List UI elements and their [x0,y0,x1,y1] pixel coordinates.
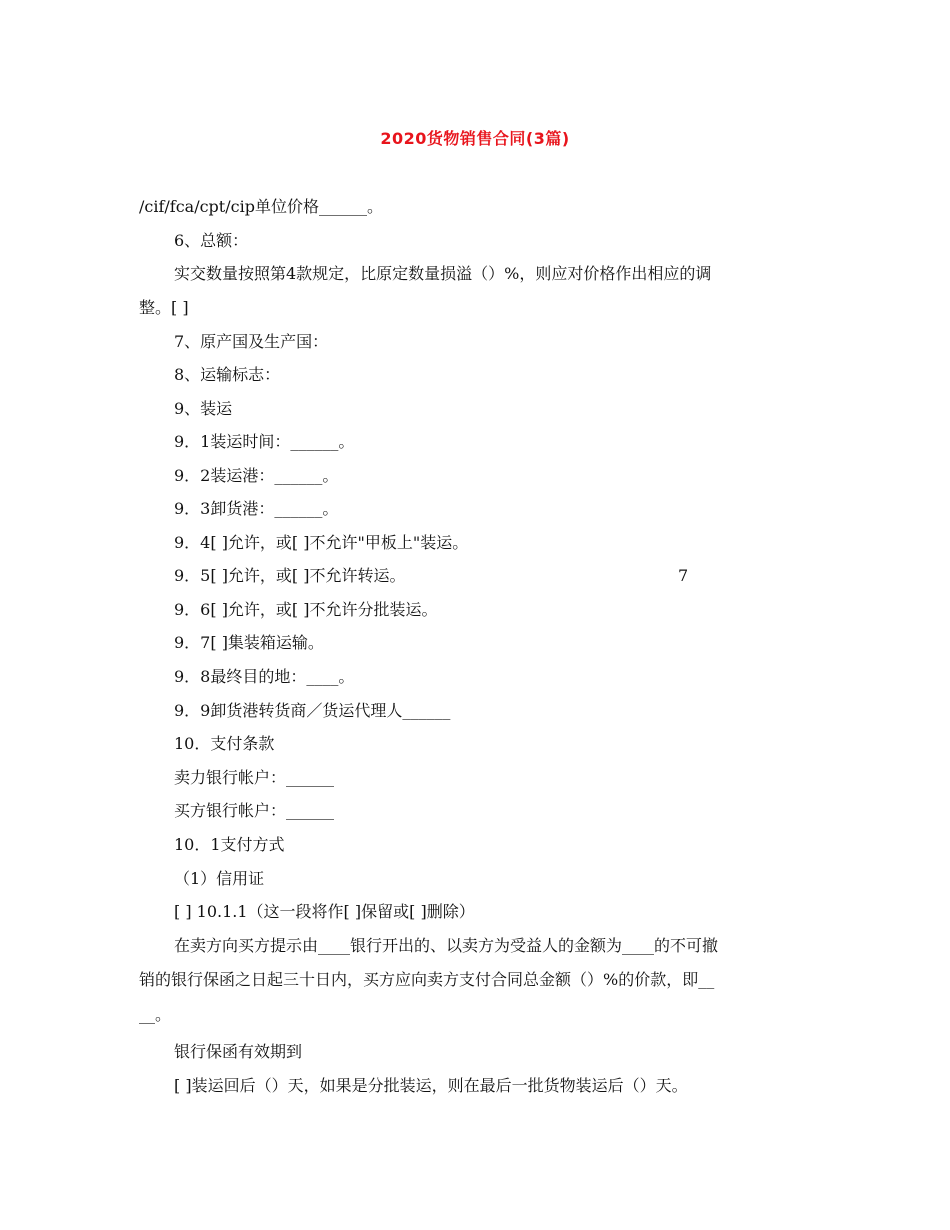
text-line: 卖力银行帐户：______ [174,768,335,787]
text-line: 10．支付条款 [174,734,275,753]
text-line: __。 [139,1005,172,1024]
text-line: 9．1装运时间：______。 [174,432,355,451]
text-line: /cif/fca/cpt/cip单位价格______。 [139,197,383,216]
text-line: 9．5[ ]允许，或[ ]不允许转运。 [174,566,406,585]
text-line: 整。[ ] [139,298,189,317]
text-line: 9．7[ ]集装箱运输。 [174,633,324,652]
text-line: 8、运输标志： [174,365,281,384]
text-line: 买方银行帐户：______ [174,801,335,820]
text-line: [ ]装运回后（）天，如果是分批装运，则在最后一批货物装运后（）天。 [174,1076,688,1095]
text-line: 在卖方向买方提示由____银行开出的、以卖方为受益人的金额为____的不可撤 [174,936,719,955]
page-number: 7 [678,566,689,585]
text-line: 9．9卸货港转货商／货运代理人______ [174,701,451,720]
text-line: 6、总额： [174,231,249,250]
text-line: 9、装运 [174,399,233,418]
text-line: 9．6[ ]允许，或[ ]不允许分批装运。 [174,600,438,619]
text-line: （1）信用证 [174,869,265,888]
text-line: 7、原产国及生产国： [174,332,329,351]
text-line: 实交数量按照第4款规定，比原定数量损溢（）%，则应对价格作出相应的调 [174,264,712,283]
text-line: [ ] 10.1.1（这一段将作[ ]保留或[ ]删除） [174,902,475,921]
text-line: 9．3卸货港：______。 [174,499,339,518]
text-line: 9．4[ ]允许，或[ ]不允许"甲板上"装运。 [174,533,469,552]
text-line: 销的银行保函之日起三十日内，买方应向卖方支付合同总金额（）%的价款，即__ [139,970,715,989]
document-title: 2020货物销售合同(3篇) [380,129,570,148]
text-line: 9．2装运港：______。 [174,466,339,485]
text-line: 银行保函有效期到 [174,1042,303,1061]
text-line: 9．8最终目的地：____。 [174,667,355,686]
text-line: 10．1支付方式 [174,835,285,854]
